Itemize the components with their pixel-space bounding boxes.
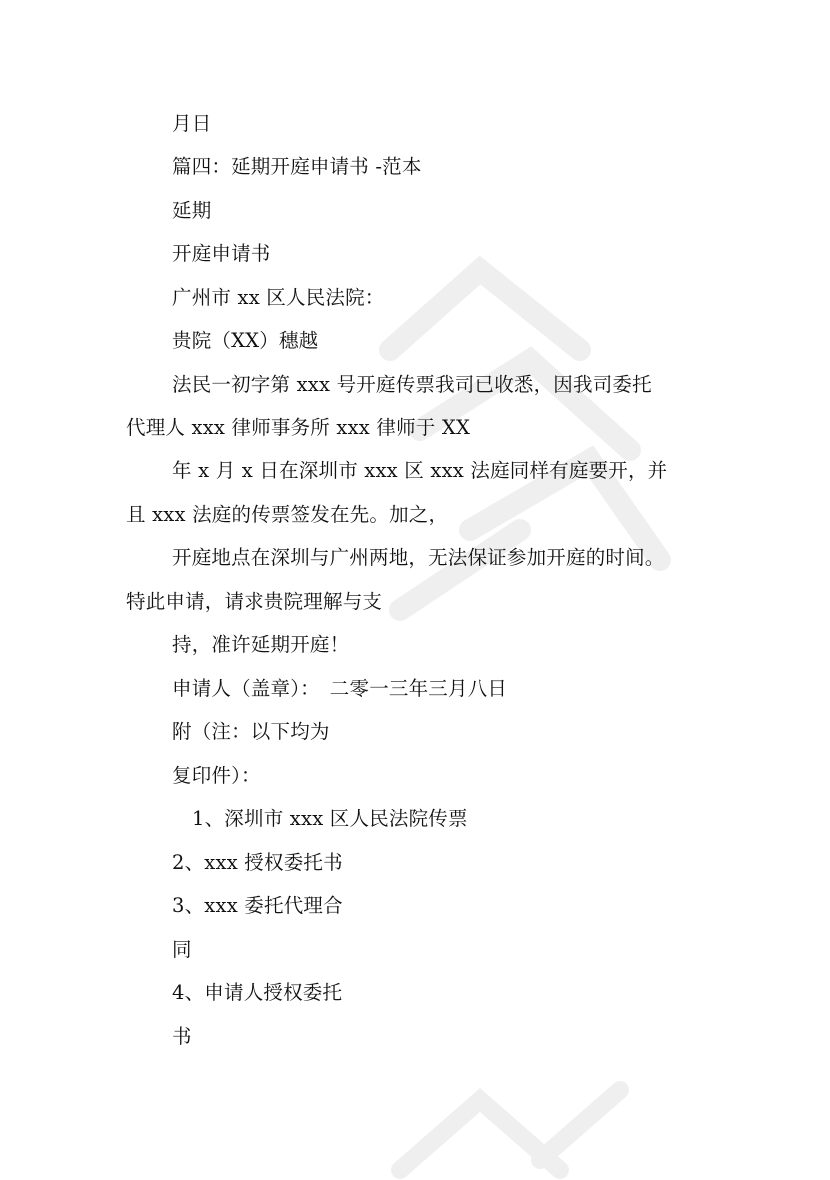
attachment-item: 同 [172, 938, 192, 961]
attachment-item: 书 [172, 1025, 192, 1048]
body-line: 特此申请，请求贵院理解与支 [126, 590, 383, 613]
body-line: 代理人 xxx 律师事务所 xxx 律师于 XX [126, 416, 471, 439]
section-heading: 篇四：延期开庭申请书 -范本 [172, 155, 422, 178]
attachment-note: 附（注：以下均为 [172, 720, 330, 743]
attachment-item: 3、xxx 委托代理合 [172, 894, 343, 917]
body-line: 开庭地点在深圳与广州两地，无法保证参加开庭的时间。 [172, 546, 665, 569]
attachment-note: 复印件）： [172, 764, 261, 787]
body-line: 且 xxx 法庭的传票签发在先。加之， [126, 503, 449, 526]
watermark-graphic-bottom [360, 1060, 660, 1180]
title-line-2: 开庭申请书 [172, 242, 271, 265]
text-line: 月日 [172, 112, 212, 135]
body-line: 年 x 月 x 日在深圳市 xxx 区 xxx 法庭同样有庭要开，并 [172, 459, 668, 482]
attachment-item: 2、xxx 授权委托书 [172, 851, 343, 874]
signature-line: 申请人（盖章）： 二零一三年三月八日 [172, 677, 508, 700]
body-line: 法民一初字第 xxx 号开庭传票我司已收悉，因我司委托 [172, 373, 652, 396]
title-line-1: 延期 [172, 199, 212, 222]
addressee: 广州市 xx 区人民法院： [172, 286, 385, 309]
body-line: 持，准许延期开庭！ [172, 633, 350, 656]
attachment-item: 1、深圳市 xxx 区人民法院传票 [192, 807, 468, 830]
attachment-item: 4、申请人授权委托 [172, 981, 343, 1004]
body-line: 贵院（XX）穗越 [172, 329, 319, 352]
